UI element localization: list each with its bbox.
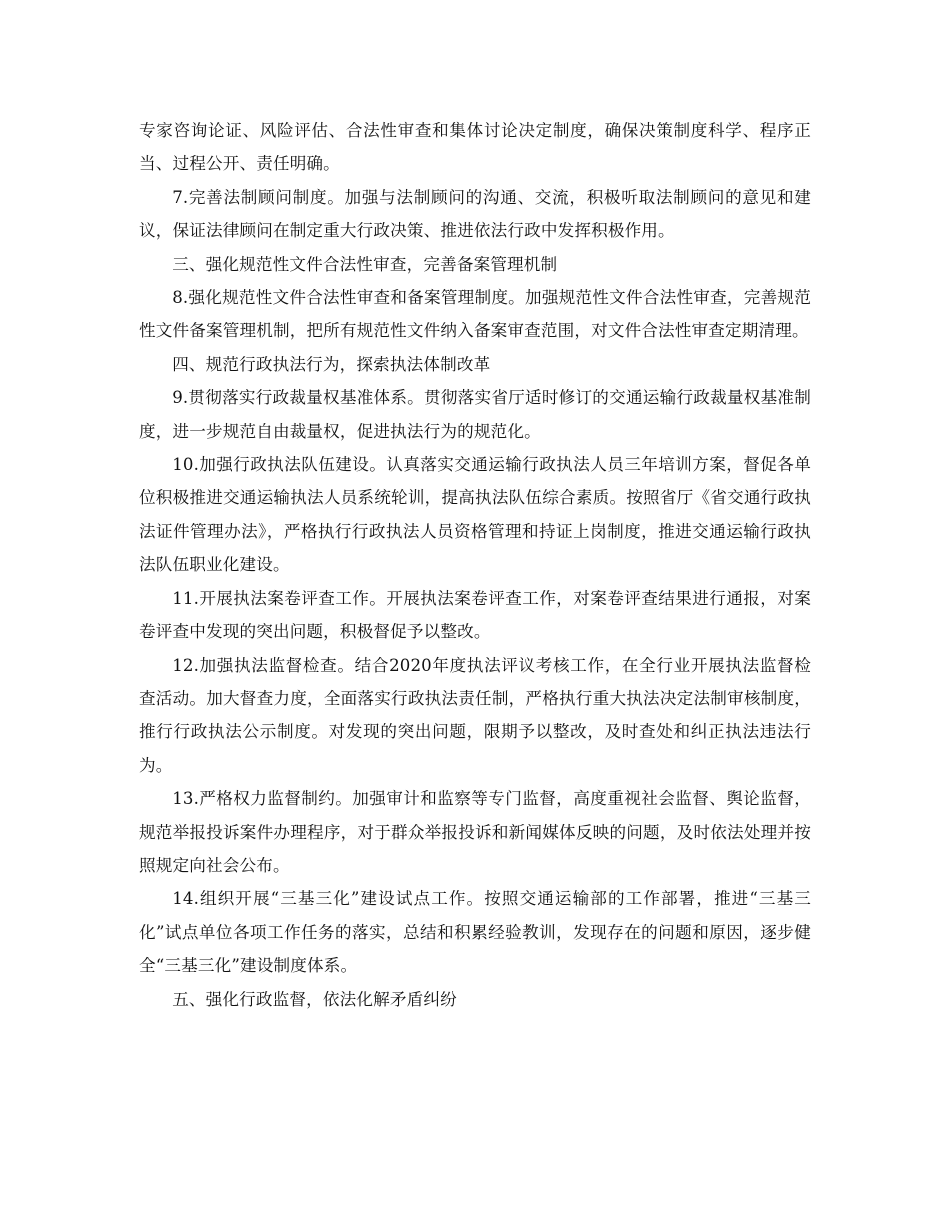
section-heading: 四、规范行政执法行为，探索执法体制改革 (172, 354, 491, 374)
paragraph: 7.完善法制顾问制度。加强与法制顾问的沟通、交流，积极听取法制顾问的意见和建议，保证法律顾问在制定重大行政决策、推进依法行政中发挥积极作用。 (139, 187, 811, 241)
paragraph: 专家咨询论证、风险评估、合法性审查和集体讨论决定制度，确保决策制度科学、程序正当、过程公开、责任明确。 (139, 121, 811, 174)
paragraph: 14.组织开展“三基三化”建设试点工作。按照交通运输部的工作部署，推进“三基三化”试点单位各项工作任务的落实，总结和积累经验教训，发现存在的问题和原因，逐步健全“三基三化”建设制度体系。 (139, 889, 811, 976)
paragraph: 13.严格权力监督制约。加强审计和监察等专门监督，高度重视社会监督、舆论监督，规范举报投诉案件办理程序，对于群众举报投诉和新闻媒体反映的问题，及时依法处理并按照规定向社会公布。 (139, 789, 811, 875)
paragraph: 10.加强行政执法队伍建设。认真落实交通运输行政执法人员三年培训方案，督促各单位积极推进交通运输执法人员系统轮训，提高执法队伍综合素质。按照省厅《省交通行政执法证件管理办法》，严格执行行政执法人员资格管理和持证上岗制度，推进交通运输行政执法队伍职业化建设。 (139, 455, 811, 575)
section-heading: 五、强化行政监督，依法化解矛盾纠纷 (172, 989, 457, 1009)
paragraph: 9.贯彻落实行政裁量权基准体系。贯彻落实省厅适时修订的交通运输行政裁量权基准制度，进一步规范自由裁量权，促进执法行为的规范化。 (139, 388, 811, 441)
section-heading: 三、强化规范性文件合法性审查，完善备案管理机制 (172, 254, 558, 274)
paragraph: 12.加强执法监督检查。结合2020年度执法评议考核工作，在全行业开展执法监督检查活动。加大督查力度，全面落实行政执法责任制，严格执行重大执法决定法制审核制度，推行行政执法公示制度。对发现的突出问题，限期予以整改，及时查处和纠正执法违法行为。 (139, 655, 811, 775)
document-body (139, 114, 811, 1016)
paragraph: 11.开展执法案卷评查工作。开展执法案卷评查工作，对案卷评查结果进行通报，对案卷评查中发现的突出问题，积极督促予以整改。 (139, 588, 811, 642)
paragraph: 8.强化规范性文件合法性审查和备案管理制度。加强规范性文件合法性审查，完善规范性文件备案管理机制，把所有规范性文件纳入备案审查范围，对文件合法性审查定期清理。 (139, 288, 811, 341)
